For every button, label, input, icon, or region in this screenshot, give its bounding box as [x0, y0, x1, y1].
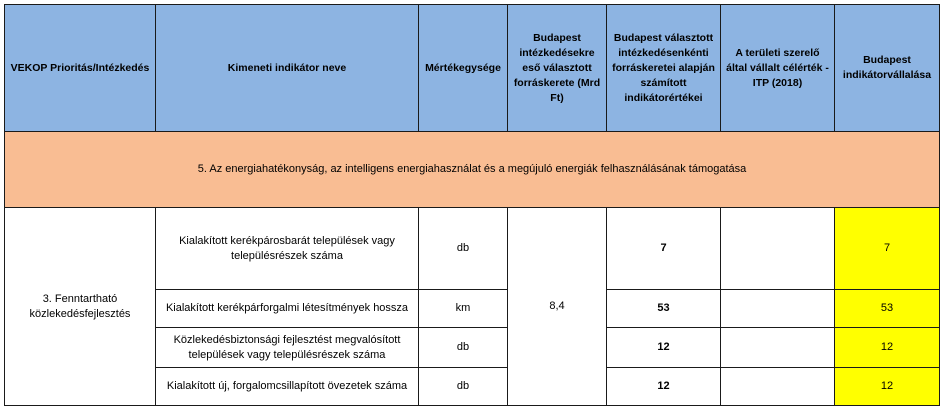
table-row — [5, 208, 940, 290]
header-measure: VEKOP Prioritás/Intézkedés — [5, 5, 156, 132]
indicator-name-cell: Kialakított kerékpárosbarát települések vagy településrészek száma — [156, 208, 419, 290]
header-unit: Mértékegysége — [419, 5, 508, 132]
commitment-cell: 12 — [835, 368, 940, 406]
budget-cell: 8,4 — [508, 208, 607, 406]
header-indicator-name: Kimeneti indikátor neve — [156, 5, 419, 132]
unit-cell: db — [419, 368, 508, 406]
calculated-value-cell: 7 — [607, 208, 721, 290]
indicator-name-cell: Kialakított új, forgalomcsillapított övezetek száma — [156, 368, 419, 406]
unit-cell: db — [419, 208, 508, 290]
itp-target-cell — [721, 290, 835, 328]
indicator-name-cell: Közlekedésbiztonsági fejlesztést megvalósított települések vagy településrészek száma — [156, 328, 419, 368]
section-title: 5. Az energiahatékonyság, az intelligens energiahasználat és a megújuló energiák felhasználásának támogatása — [5, 132, 940, 208]
header-itp-target: A területi szerelő által vállalt célérték - ITP (2018) — [721, 5, 835, 132]
measure-cell: 3. Fenntartható közlekedésfejlesztés — [5, 208, 156, 406]
itp-target-cell — [721, 208, 835, 290]
header-row — [5, 5, 940, 132]
unit-cell: km — [419, 290, 508, 328]
itp-target-cell — [721, 328, 835, 368]
unit-cell: db — [419, 328, 508, 368]
header-budget: Budapest intézkedésekre eső választott forráskerete (Mrd Ft) — [508, 5, 607, 132]
section-row — [5, 132, 940, 208]
indicator-name-cell: Kialakított kerékpárforgalmi létesítmények hossza — [156, 290, 419, 328]
calculated-value-cell: 12 — [607, 328, 721, 368]
commitment-cell: 53 — [835, 290, 940, 328]
calculated-value-cell: 53 — [607, 290, 721, 328]
commitment-cell: 12 — [835, 328, 940, 368]
header-calculated-value: Budapest választott intézkedésenkénti forráskeretei alapján számított indikátorértékei — [607, 5, 721, 132]
indicator-table — [4, 4, 940, 406]
header-commitment: Budapest indikátorvállalása — [835, 5, 940, 132]
calculated-value-cell: 12 — [607, 368, 721, 406]
commitment-cell: 7 — [835, 208, 940, 290]
